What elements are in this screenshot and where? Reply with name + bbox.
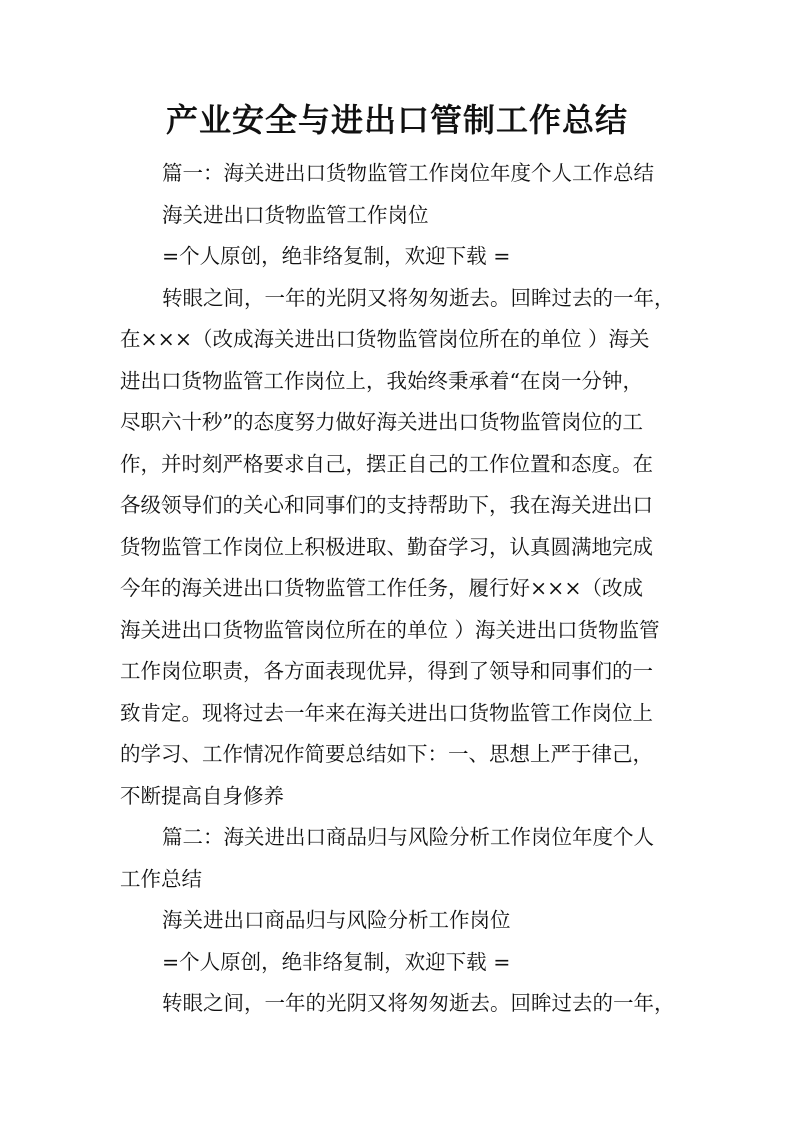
paragraph-line: 转眼之间，一年的光阴又将匆匆逝去。回眸过去的一年，	[162, 286, 675, 310]
paragraph-line: 篇一：海关进出口货物监管工作岗位年度个人工作总结	[162, 161, 654, 185]
paragraph-line: 转眼之间，一年的光阴又将匆匆逝去。回眸过去的一年，	[162, 991, 675, 1015]
paragraph-line: 海关进出口货物监管工作岗位	[162, 203, 429, 227]
paragraph-line: 今年的海关进出口货物监管工作任务，履行好×××（改成	[120, 576, 644, 600]
paragraph-line: 各级领导们的关心和同事们的支持帮助下，我在海关进出口	[120, 493, 653, 517]
paragraph-line: 海关进出口商品归与风险分析工作岗位	[162, 908, 511, 932]
paragraph-line: 篇二：海关进出口商品归与风险分析工作岗位年度个人	[162, 825, 654, 849]
paragraph-line: 的学习、工作情况作简要总结如下：一、思想上严于律己，	[120, 742, 653, 766]
paragraph-line: 尽职六十秒”的态度努力做好海关进出口货物监管岗位的工	[120, 410, 643, 434]
paragraph-line: 工作总结	[120, 867, 202, 891]
paragraph-line: =个人原创，绝非络复制，欢迎下载 =	[162, 244, 511, 268]
paragraph-line: 不断提高自身修养	[120, 784, 284, 808]
paragraph-line: =个人原创，绝非络复制，欢迎下载 =	[162, 950, 511, 974]
paragraph-line: 作，并时刻严格要求自己，摆正自己的工作位置和态度。在	[120, 452, 653, 476]
paragraph-line: 货物监管工作岗位上积极进取、勤奋学习，认真圆满地完成	[120, 535, 653, 559]
paragraph-line: 海关进出口货物监管岗位所在的单位 ）海关进出口货物监管	[120, 618, 660, 642]
paragraph-line: 致肯定。现将过去一年来在海关进出口货物监管工作岗位上	[120, 701, 653, 725]
document-title: 产业安全与进出口管制工作总结	[165, 101, 628, 139]
paragraph-line: 工作岗位职责，各方面表现优异，得到了领导和同事们的一	[120, 659, 653, 683]
paragraph-line: 在×××（改成海关进出口货物监管岗位所在的单位 ）海关	[120, 327, 650, 351]
paragraph-line: 进出口货物监管工作岗位上，我始终秉承着“在岗一分钟，	[120, 369, 643, 393]
